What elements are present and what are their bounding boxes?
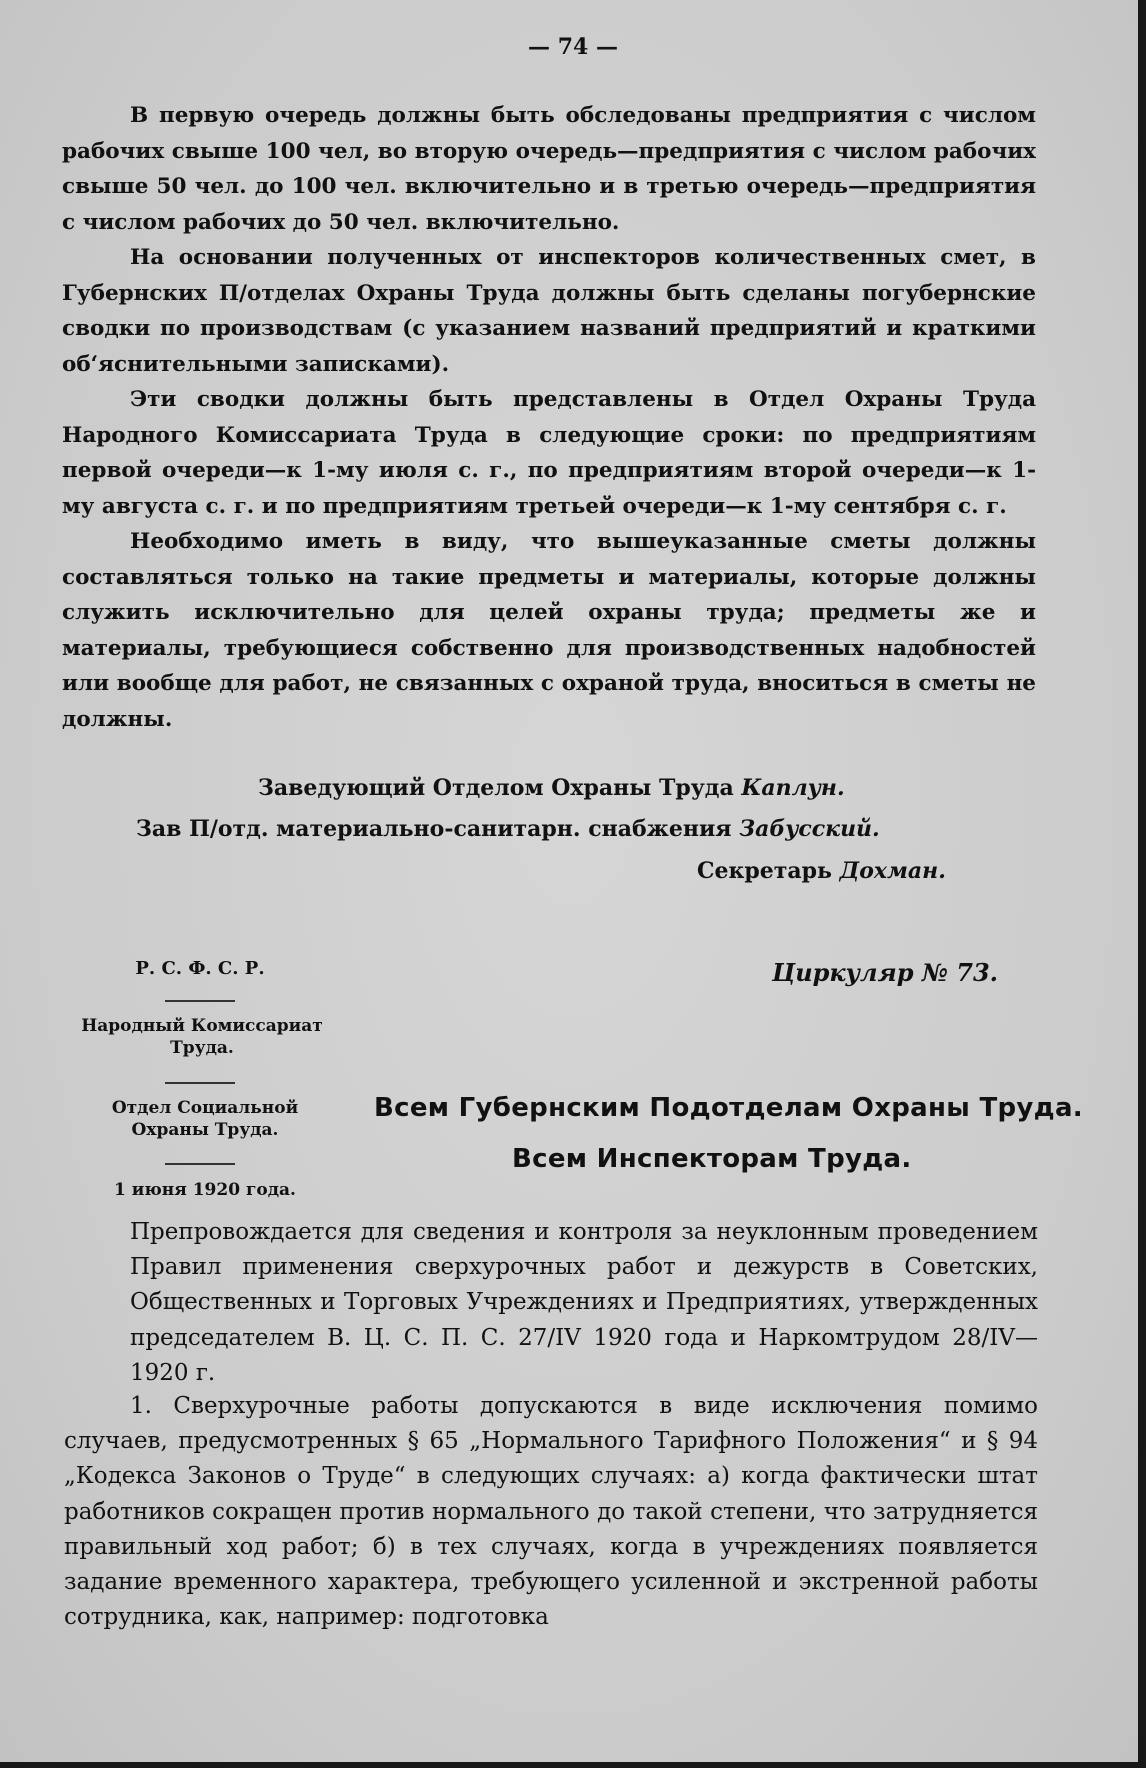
country-label: Р. С. Ф. С. Р.	[135, 958, 265, 979]
signature-title: Заведующий Отделом Охраны Труда	[258, 775, 734, 801]
circular-intro	[130, 1215, 1038, 1391]
paragraph: Эти сводки должны быть представлены в Отдел Охраны Труда Народного Комиссариата Труда в следующие сроки: по предприятиям первой очереди—к 1-му июля с. г., по предприятиям второй очереди—к 1-му августа с. г. и по предприятиям третьей очереди—к 1-му сентября с. г.	[62, 387, 1036, 519]
signature-name: Дохман.	[839, 858, 946, 884]
scan-edge	[0, 1762, 1146, 1768]
divider	[165, 1000, 235, 1002]
paragraph: На основании полученных от инспекторов количественных смет, в Губернских П/отделах Охраны Труда должны быть сделаны погубернские сводки по производствам (с указанием названий предприятий и краткими об‘яснительными записками).	[62, 245, 1036, 377]
paragraph: Необходимо иметь в виду, что вышеуказанные сметы должны составляться только на такие предметы и материалы, которые должны служить исключительно для целей охраны труда; предметы же и материалы, требующиеся собственно для производственных надобностей или вообще для работ, не связанных с охраной труда, вноситься в сметы не должны.	[62, 529, 1036, 732]
signature-supply	[136, 816, 880, 842]
addressee-secondary: Всем Инспекторам Труда.	[512, 1144, 912, 1174]
signature-secretary	[697, 858, 946, 884]
instructions-text	[62, 98, 1036, 737]
item-paragraph: 1. Сверхурочные работы допускаются в виде исключения помимо случаев, предусмотренных § 65 „Нормального Тарифного Положения“ и § 94 „Кодекса Законов о Труде“ в следующих случаях: а) когда фактически штат работников сокращен против нормального до такой степени, что затрудняется правильный ход работ; б) в тех случаях, когда в учреждениях появляется задание временного характера, требующего усиленной и экстренной работы сотрудника, как, например: подготовка	[64, 1393, 1038, 1631]
signature-name: Каплун.	[741, 775, 845, 801]
paragraph: В первую очередь должны быть обследованы предприятия с числом рабочих свыше 100 чел, во вторую очередь—предприятия с числом рабочих свыше 50 чел. до 100 чел. включительно и в третью очередь—предприятия с числом рабочих до 50 чел. включительно.	[62, 103, 1036, 235]
intro-paragraph: Препровождается для сведения и контроля за неуклонным проведением Правил применения сверхурочных работ и дежурств в Советских, Общественных и Торговых Учреждениях и Предприятиях, утвержденных председателем В. Ц. С. П. С. 27/IV 1920 года и Наркомтрудом 28/IV—1920 г.	[130, 1219, 1038, 1386]
signature-name: Забусский.	[739, 816, 880, 842]
signature-title: Зав П/отд. материально-санитарн. снабжения	[136, 816, 732, 842]
department-label: Отдел Социальной Охраны Труда.	[111, 1098, 299, 1140]
signature-title: Секретарь	[697, 858, 832, 884]
circular-number: Циркуляр № 73.	[772, 958, 999, 987]
date-label: 1 июня 1920 года.	[114, 1180, 296, 1200]
scan-edge	[1138, 0, 1146, 1768]
signature-head	[258, 775, 845, 801]
divider	[165, 1082, 235, 1084]
circular-body	[64, 1389, 1038, 1635]
divider	[165, 1163, 235, 1165]
commissariat-label: Народный Комиссариат Труда.	[81, 1016, 323, 1058]
page-number: — 74 —	[528, 34, 618, 60]
addressee-primary: Всем Губернским Подотделам Охраны Труда.	[374, 1093, 1083, 1123]
